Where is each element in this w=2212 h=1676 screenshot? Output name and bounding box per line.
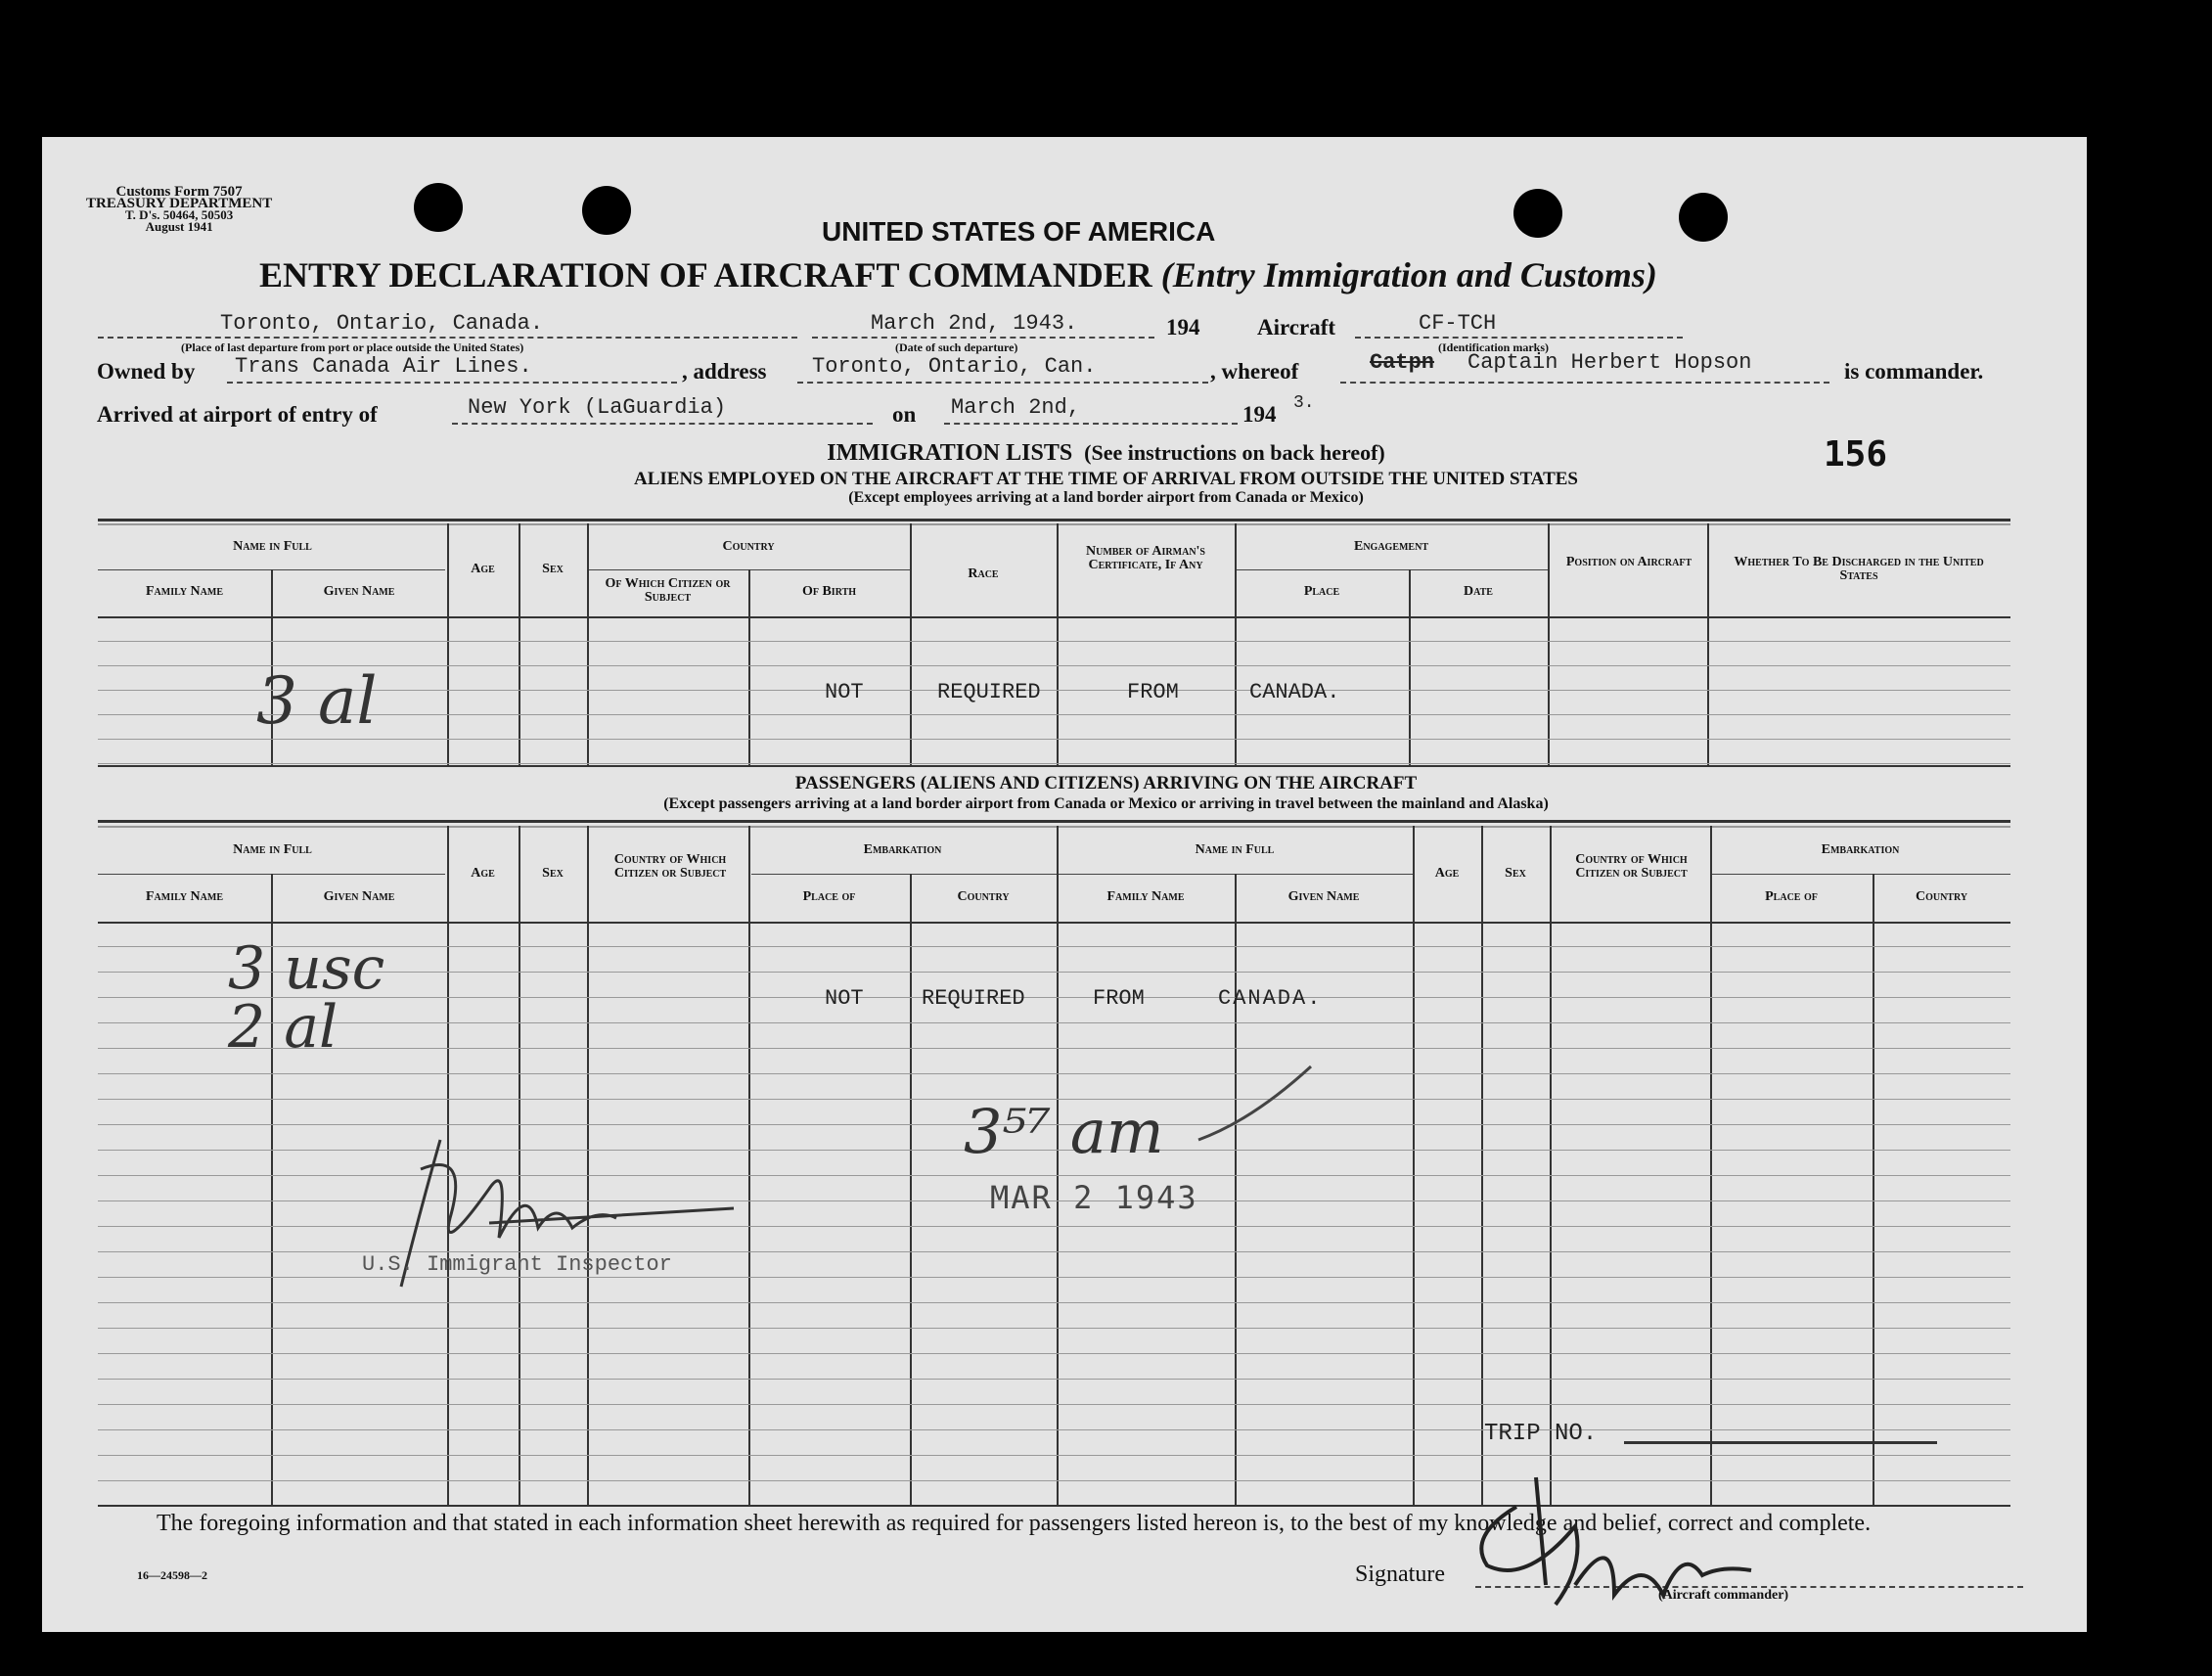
arrival-time-handwritten: 3⁵⁷ am	[964, 1096, 1164, 1167]
p-col-embarkation: Embarkation	[863, 842, 942, 857]
on-label: on	[892, 402, 917, 427]
col-cert: Number of Airman's Certificate, If Any	[1085, 544, 1205, 572]
p-col-country-2: Country	[1915, 889, 1968, 904]
table2-col-divider	[748, 826, 750, 1505]
departure-underline	[98, 337, 797, 339]
row-rule	[98, 1429, 2010, 1430]
commander-underline	[1340, 382, 1829, 384]
row-rule	[98, 1022, 2010, 1023]
p-col-place-of-2: Place of	[1765, 889, 1818, 904]
table2-top-rule	[98, 820, 2010, 823]
whereof-label: , whereof	[1210, 359, 1299, 384]
table2-col-divider	[910, 874, 912, 1505]
time-flourish	[1194, 1062, 1321, 1150]
immigration-heading	[0, 440, 2212, 467]
immigration-sub1: ALIENS EMPLOYED ON THE AIRCRAFT AT THE TIME OF ARRIVAL FROM OUTSIDE THE UNITED STATES	[633, 469, 1578, 489]
col-name-in-full: Name in Full	[233, 539, 312, 554]
pass-note-canada: CANADA.	[1218, 986, 1323, 1011]
arrival-date-underline	[944, 423, 1238, 425]
punch-hole	[582, 186, 631, 235]
col-race: Race	[968, 566, 999, 581]
table2-rule	[98, 826, 2010, 828]
struck-text: Catpn	[1370, 350, 1435, 375]
p-col-given-name: Given Name	[323, 889, 395, 904]
row-rule	[98, 1302, 2010, 1303]
col-given-name: Given Name	[323, 584, 395, 599]
row-rule	[98, 1455, 2010, 1456]
table2-col-divider	[1235, 874, 1237, 1505]
declaration-text: The foregoing information and that stated in each information sheet herewith as required for passengers listed hereon is, to the best of my knowledge and belief, correct and complete.	[157, 1511, 1872, 1536]
department: TREASURY DEPARTMENT	[86, 196, 273, 211]
is-commander-label: is commander.	[1844, 359, 1984, 384]
treasury-decisions: T. D's. 50464, 50503	[124, 207, 234, 222]
pass-handwritten-usc: 3 usc	[228, 934, 385, 1003]
commander-signature	[1448, 1468, 1771, 1644]
arrived-label: Arrived at airport of entry of	[97, 402, 378, 427]
immigration-title: IMMIGRATION LISTS	[827, 440, 1073, 466]
pass-note-from: FROM	[1093, 986, 1145, 1011]
col-discharged: Whether To Be Discharged in the United States	[1734, 555, 1984, 583]
owner: Trans Canada Air Lines.	[235, 354, 532, 379]
p-col-citizen: Country of Which Citizen or Subject	[613, 852, 727, 881]
signature-label: Signature	[1355, 1562, 1445, 1587]
departure-caption: (Place of last departure from port or place outside the United States)	[181, 340, 524, 354]
passengers-sub: (Except passengers arriving at a land border airport from Canada or Mexico or arriving in travel between the mainland and Alaska)	[663, 795, 1549, 812]
punch-hole	[1679, 193, 1728, 242]
address-underline	[797, 382, 1208, 384]
col-birth: Of Birth	[801, 584, 857, 599]
punch-hole	[1513, 189, 1562, 238]
airport-underline	[452, 423, 873, 425]
row-rule	[98, 1404, 2010, 1405]
imm-note-canada: CANADA.	[1249, 680, 1340, 704]
aircraft-id: CF-TCH	[1419, 311, 1497, 336]
table1-header-rule	[98, 616, 2010, 618]
col-country: Country	[722, 539, 775, 554]
p-col-given-name-2: Given Name	[1287, 889, 1360, 904]
row-rule	[98, 641, 2010, 642]
col-engagement: Engagement	[1353, 539, 1428, 554]
p-col-name-in-full: Name in Full	[233, 842, 312, 857]
col-place: Place	[1303, 584, 1340, 599]
immigration-sub2: (Except employees arriving at a land border airport from Canada or Mexico)	[848, 489, 1364, 506]
document-number: 156	[1824, 434, 1888, 475]
owned-by-label: Owned by	[97, 359, 196, 384]
imm-note-from: FROM	[1127, 680, 1179, 704]
row-rule	[98, 1353, 2010, 1354]
p-col-sex-2: Sex	[1505, 866, 1526, 881]
col-sex: Sex	[542, 562, 564, 576]
table2-header-rule	[98, 922, 2010, 924]
p-col-family-name: Family Name	[145, 889, 224, 904]
table2-subheader-rule	[1710, 874, 2010, 875]
col-age: Age	[471, 562, 495, 576]
p-col-country: Country	[957, 889, 1010, 904]
pass-handwritten-al: 2 al	[228, 993, 339, 1062]
aircraft-label: Aircraft	[1257, 315, 1336, 340]
form-number: Customs Form 7507	[115, 184, 243, 200]
punch-hole	[414, 183, 463, 232]
row-rule	[98, 763, 2010, 764]
passengers-heading: PASSENGERS (ALIENS AND CITIZENS) ARRIVING ON THE AIRCRAFT	[794, 773, 1418, 793]
table1-subheader-rule	[1235, 569, 1548, 570]
row-rule	[98, 665, 2010, 666]
table2-col-divider	[1710, 826, 1712, 1505]
row-rule	[98, 690, 2010, 691]
table1-col-divider	[1409, 569, 1411, 765]
row-rule	[98, 714, 2010, 715]
date-caption: (Date of such departure)	[895, 340, 1018, 354]
p-col-embarkation-2: Embarkation	[1821, 842, 1900, 857]
table2-col-divider	[1413, 826, 1415, 1505]
table1-col-divider	[447, 523, 449, 765]
p-col-age: Age	[471, 866, 495, 881]
owner-address: Toronto, Ontario, Can.	[812, 354, 1097, 379]
form-title	[259, 254, 1657, 295]
date-underline	[812, 337, 1154, 339]
col-family-name: Family Name	[145, 584, 224, 599]
arrival-year-digit: 3.	[1293, 393, 1315, 413]
address-label: , address	[682, 359, 767, 384]
p-col-family-name-2: Family Name	[1106, 889, 1185, 904]
table1-col-divider	[1548, 523, 1550, 765]
date-stamp: MAR 2 1943	[990, 1179, 1198, 1216]
table1-col-divider	[1235, 523, 1237, 765]
p-col-sex: Sex	[542, 866, 564, 881]
table1-rule	[98, 523, 2010, 525]
departure-date: March 2nd, 1943.	[871, 311, 1078, 336]
table1-col-divider	[587, 523, 589, 765]
row-rule	[98, 1328, 2010, 1329]
p-col-age-2: Age	[1434, 866, 1460, 881]
pass-note-required: REQUIRED	[922, 986, 1025, 1011]
col-date: Date	[1464, 584, 1493, 599]
arrival-date: March 2nd,	[951, 395, 1081, 420]
year-label: 194	[1166, 315, 1200, 340]
imm-note-not: NOT	[825, 680, 864, 704]
table2-subheader-rule	[751, 874, 1057, 875]
form-title-sub: (Entry Immigration and Customs)	[1160, 255, 1657, 294]
print-code: 16—24598—2	[137, 1568, 207, 1582]
commander-name: Captain Herbert Hopson	[1467, 350, 1752, 375]
p-col-name-in-full-2: Name in Full	[1195, 842, 1275, 857]
imm-handwritten-count: 3 al	[256, 663, 378, 739]
aircraft-underline	[1355, 337, 1683, 339]
imm-note-required: REQUIRED	[937, 680, 1041, 704]
trip-no-label: TRIP NO.	[1484, 1421, 1598, 1447]
table1-col-divider	[1707, 523, 1709, 765]
table1-col-divider	[910, 523, 912, 765]
owner-underline	[227, 382, 677, 384]
arrival-year-label: 194	[1242, 402, 1277, 427]
p-col-place-of: Place of	[802, 889, 856, 904]
table1-top-rule	[98, 519, 2010, 521]
p-col-citizen-2: Country of Which Citizen or Subject	[1575, 852, 1688, 881]
row-rule	[98, 739, 2010, 740]
table1-col-divider	[748, 569, 750, 765]
table1-col-divider	[1057, 523, 1059, 765]
trip-no-line	[1624, 1441, 1937, 1444]
col-position: Position on Aircraft	[1565, 555, 1693, 569]
form-id-block	[86, 186, 272, 233]
table1-col-divider	[519, 523, 520, 765]
table2-col-divider	[1550, 826, 1552, 1505]
departure-place: Toronto, Ontario, Canada.	[220, 311, 544, 336]
row-rule	[98, 1073, 2010, 1074]
table2-col-divider	[1873, 874, 1874, 1505]
col-citizen: Of Which Citizen or Subject	[605, 576, 731, 605]
inspector-caption: U.S. Immigrant Inspector	[362, 1252, 672, 1277]
row-rule	[98, 1048, 2010, 1049]
airport-of-entry: New York (LaGuardia)	[468, 395, 727, 420]
aircraft-caption: (Identification marks)	[1438, 340, 1549, 354]
row-rule	[98, 1379, 2010, 1380]
form-title-main: ENTRY DECLARATION OF AIRCRAFT COMMANDER	[259, 255, 1152, 294]
table2-col-divider	[1481, 826, 1483, 1505]
immigration-note: (See instructions on back hereof)	[1084, 440, 1385, 465]
signature-caption: (Aircraft commander)	[1658, 1588, 1789, 1603]
form-date: August 1941	[145, 219, 213, 234]
table1-bottom-rule	[98, 765, 2010, 767]
country-heading: UNITED STATES OF AMERICA	[822, 216, 1216, 247]
pass-note-not: NOT	[825, 986, 864, 1011]
